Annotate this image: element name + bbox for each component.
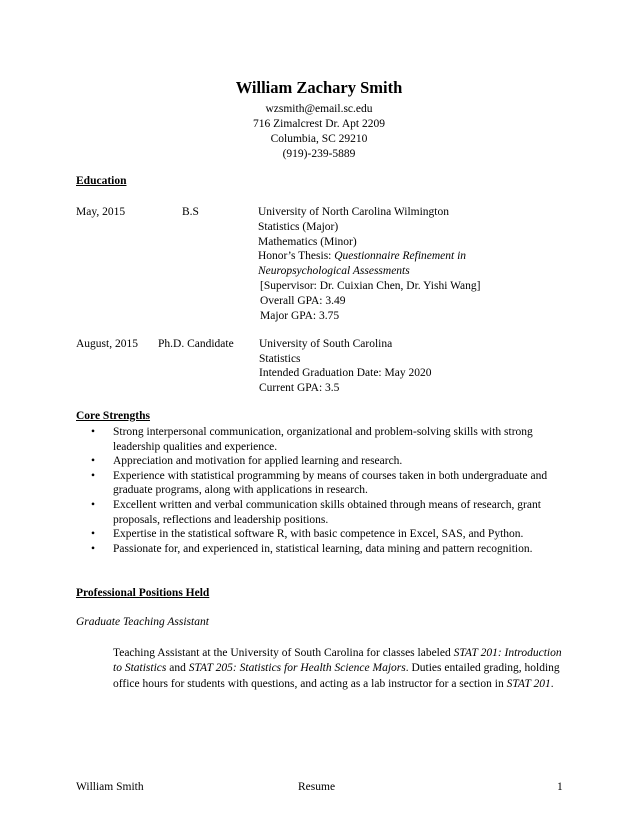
list-item-text: Experience with statistical programming by means of courses taken in both undergraduate and graduate programs, along with applications in research. [113,469,548,497]
list-item-text: Expertise in the statistical software R, with basic competence in Excel, SAS, and Python. [113,528,524,541]
edu-minor-bs: Mathematics (Minor) [258,236,357,248]
phone: (919)-239-5889 [282,148,356,160]
bullet-icon: • [91,498,96,511]
footer-title: Resume [298,781,336,793]
edu-field-phd: Statistics [259,353,301,365]
edu-thesis-line-2 [258,264,410,279]
thesis-title-part-1: Questionnaire Refinement in [334,250,467,262]
strengths-heading: Core Strengths [76,410,151,422]
email: wzsmith@email.sc.edu [265,103,373,115]
desc-part-4: . [550,677,554,690]
edu-major-bs: Statistics (Major) [258,221,339,233]
edu-degree-phd: Ph.D. Candidate [158,338,234,350]
positions-heading: Professional Positions Held [76,587,210,599]
list-item [76,425,575,454]
list-item-text: Appreciation and motivation for applied learning and research. [113,455,403,468]
edu-school-phd: University of South Carolina [259,338,393,350]
resume-name: William Zachary Smith [235,78,403,97]
thesis-label: Honor’s Thesis: [258,250,335,262]
edu-graduation-phd: Intended Graduation Date: May 2020 [259,367,432,379]
bullet-icon: • [91,469,96,482]
list-item [76,542,575,557]
address-line-2: Columbia, SC 29210 [270,133,368,145]
bullet-icon: • [91,455,96,468]
strengths-list [76,425,576,556]
bullet-icon: • [91,528,96,541]
list-item-text: Passionate for, and experienced in, statistical learning, data mining and pattern recognition. [113,542,533,555]
bullet-icon: • [91,542,96,555]
course-stat201: STAT 201 [506,677,551,690]
edu-gpa-phd: Current GPA: 3.5 [259,382,340,394]
list-item [76,454,575,469]
course-stat205: STAT 205: Statistics for Health Science Majors [188,662,406,675]
edu-date-bs: May, 2015 [76,206,126,218]
edu-supervisor: [Supervisor: Dr. Cuixian Chen, Dr. Yishi Wang] [260,280,481,292]
position-description [113,646,568,692]
course-stat201-full: STAT 201: Introduction to Statistics [113,647,562,675]
list-item [76,469,575,498]
edu-degree-bs: B.S [182,206,199,218]
education-heading: Education [76,175,127,187]
edu-major-gpa: Major GPA: 3.75 [260,310,340,322]
desc-part-3: . Duties entailed grading, holding office hours for students with questions, and acting as a lab instructor for a section in [113,662,560,690]
thesis-title-part-2: Neuropsychological Assessments [258,265,410,277]
bullet-icon: • [91,426,96,438]
position-title: Graduate Teaching Assistant [76,616,209,628]
list-item-text: Strong interpersonal communication, organizational and problem-solving skills with strong leadership qualities and experience. [113,426,533,453]
address-line-1: 716 Zimalcrest Dr. Apt 2209 [253,118,385,130]
list-item [76,527,575,542]
list-item [76,498,575,527]
desc-part-1: Teaching Assistant at the University of South Carolina for classes labeled [113,647,454,659]
list-item-text: Excellent written and verbal communication skills obtained through means of research, grant proposals, reflections and leadership positions. [113,498,541,526]
edu-thesis-line-1 [258,249,466,264]
edu-school-bs: University of North Carolina Wilmington [258,206,449,218]
edu-date-phd: August, 2015 [76,338,138,350]
edu-overall-gpa: Overall GPA: 3.49 [260,295,346,307]
footer-name: William Smith [76,781,144,793]
page-number: 1 [557,781,563,793]
desc-part-2: and [166,662,189,675]
